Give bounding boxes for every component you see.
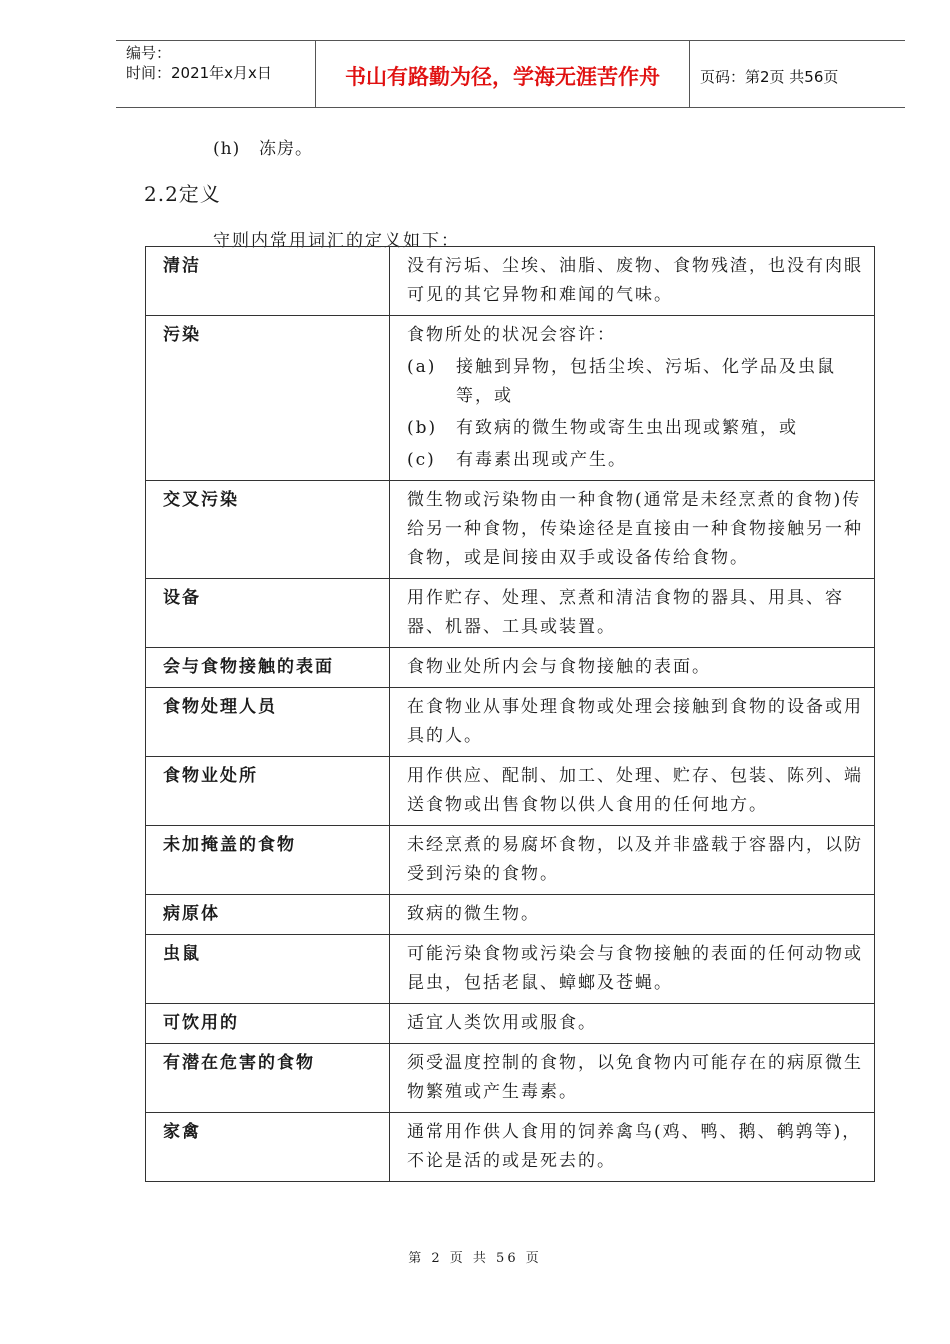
definition-subitem (407, 353, 864, 411)
definition-term: 可饮用的 (146, 1004, 390, 1044)
definition-text-cell (390, 579, 875, 648)
subitem-label: (a) (407, 357, 437, 377)
section-intro: 守则内常用词汇的定义如下： (213, 231, 460, 251)
definition-text: 在食物业从事处理食物或处理会接触到食物的设备或用具的人。 (407, 697, 863, 746)
definition-term: 未加掩盖的食物 (146, 826, 390, 895)
header-page-info: 页码：第2页 共56页 (700, 67, 839, 86)
definition-term: 有潜在危害的食物 (146, 1044, 390, 1113)
definition-subitem (407, 414, 864, 443)
definition-text-cell (390, 648, 875, 688)
definition-row (146, 826, 875, 895)
definition-term: 会与食物接触的表面 (146, 648, 390, 688)
definition-text-cell (390, 688, 875, 757)
list-item-h (213, 134, 313, 159)
header-motto: 书山有路勤为径，学海无涯苦作舟 (316, 41, 690, 107)
definition-text: 没有污垢、尘埃、油脂、废物、食物残渣，也没有肉眼可见的其它异物和难闻的气味。 (407, 256, 863, 305)
definition-text-cell (390, 1004, 875, 1044)
definition-text-cell (390, 481, 875, 579)
time-label: 时间：2021年x月x日 (126, 64, 272, 82)
definition-term: 食物处理人员 (146, 688, 390, 757)
serial-label: 编号： (126, 44, 172, 62)
definition-row (146, 757, 875, 826)
definition-term: 设备 (146, 579, 390, 648)
subitem-label: (b) (407, 418, 438, 438)
definition-text: 未经烹煮的易腐坏食物，以及并非盛载于容器内，以防受到污染的食物。 (407, 835, 863, 884)
definition-row (146, 1044, 875, 1113)
page-footer: 第 2 页 共 56 页 (408, 1251, 542, 1266)
definition-term: 食物业处所 (146, 757, 390, 826)
definition-term: 家禽 (146, 1113, 390, 1182)
subitem-text: 有致病的微生物或寄生虫出现或繁殖，或 (456, 418, 798, 438)
definition-text: 可能污染食物或污染会与食物接触的表面的任何动物或昆虫，包括老鼠、蟑螂及苍蝇。 (407, 944, 863, 993)
definition-row (146, 895, 875, 935)
definition-text: 适宜人类饮用或服食。 (407, 1013, 597, 1033)
definition-subitem (407, 446, 864, 475)
subitem-label: (c) (407, 450, 436, 470)
definitions-table (145, 246, 875, 1182)
definition-text: 食物所处的状况会容许： (407, 325, 616, 345)
definition-row (146, 1113, 875, 1182)
definition-term: 病原体 (146, 895, 390, 935)
definition-text-cell (390, 826, 875, 895)
definition-text-cell (390, 316, 875, 481)
definition-text: 用作贮存、处理、烹煮和清洁食物的器具、用具、容器、机器、工具或装置。 (407, 588, 844, 637)
page-header (116, 40, 905, 108)
definition-row (146, 316, 875, 481)
header-meta (116, 41, 316, 107)
definition-text-cell (390, 1044, 875, 1113)
definition-text-cell (390, 1113, 875, 1182)
definition-text: 微生物或污染物由一种食物(通常是未经烹煮的食物)传给另一种食物，传染途径是直接由一种食物接触另一种食物，或是间接由双手或设备传给食物。 (407, 490, 863, 568)
subitem-text: 接触到异物，包括尘埃、污垢、化学品及虫鼠等，或 (456, 357, 836, 406)
definition-text: 致病的微生物。 (407, 904, 540, 924)
definition-text: 用作供应、配制、加工、处理、贮存、包装、陈列、端送食物或出售食物以供人食用的任何地方。 (407, 766, 863, 815)
list-item-text: 冻房。 (259, 139, 313, 159)
subitem-text: 有毒素出现或产生。 (456, 450, 627, 470)
definition-row (146, 935, 875, 1004)
definition-text-cell (390, 895, 875, 935)
definition-term: 交叉污染 (146, 481, 390, 579)
list-item-marker: (h) (213, 139, 241, 159)
section-heading: 2.2定义 (144, 182, 221, 206)
definition-text: 通常用作供人食用的饲养禽鸟(鸡、鸭、鹅、鹌鹑等)，不论是活的或是死去的。 (407, 1122, 862, 1171)
definition-text: 食物业处所内会与食物接触的表面。 (407, 657, 711, 677)
definition-row (146, 481, 875, 579)
definition-text-cell (390, 247, 875, 316)
definition-text: 须受温度控制的食物，以免食物内可能存在的病原微生物繁殖或产生毒素。 (407, 1053, 863, 1102)
definition-row (146, 648, 875, 688)
definition-row (146, 247, 875, 316)
definition-term: 虫鼠 (146, 935, 390, 1004)
definition-text-cell (390, 757, 875, 826)
definition-row (146, 688, 875, 757)
definition-row (146, 579, 875, 648)
definition-text-cell (390, 935, 875, 1004)
definition-row (146, 1004, 875, 1044)
definition-term: 污染 (146, 316, 390, 481)
definition-term: 清洁 (146, 247, 390, 316)
